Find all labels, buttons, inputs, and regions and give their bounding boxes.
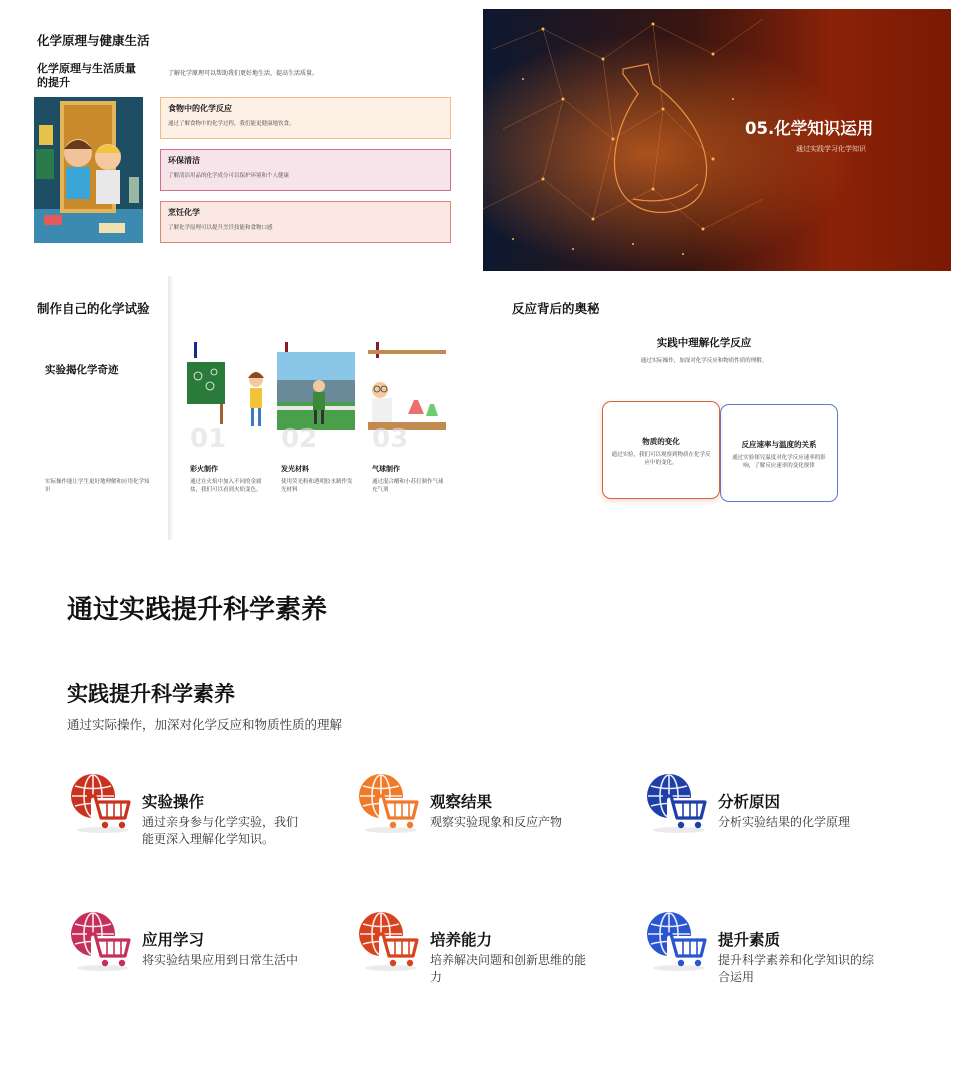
- item-desc: 提升科学素养和化学知识的综合运用: [718, 953, 875, 985]
- item-title: 培养能力: [430, 931, 493, 949]
- intro-text: 了解化学原理可以帮助我们更好地生活，提高生活质量。: [168, 70, 319, 77]
- item-experiment-operation: [67, 772, 337, 862]
- globe-cart-icon: [67, 772, 133, 834]
- experiment-title: 彩火制作: [190, 465, 218, 473]
- slide-health-life: [0, 0, 480, 270]
- experiment-desc: 使用荧光粉和透明胶水制作发光材料: [281, 479, 353, 494]
- card-desc: 了解清洁用品的化学成分可以保护环境和个人健康: [168, 173, 290, 179]
- globe-cart-icon: [643, 772, 709, 834]
- card-rate-temperature[interactable]: [720, 404, 838, 502]
- item-observe-results: [355, 772, 625, 862]
- item-title: 实验操作: [142, 793, 205, 811]
- experiment-image-balloon: [368, 342, 448, 432]
- card-title: 反应速率与温度的关系: [741, 440, 817, 449]
- card-desc: 通过实验，我们可以观察到物质在化学反应中的变化。: [611, 452, 711, 467]
- item-title: 观察结果: [430, 793, 493, 811]
- slide-chapter-cover: [483, 9, 951, 271]
- experiment-number: 03: [372, 424, 409, 454]
- section-intro: 通过实际操作，加深对化学反应和物质性质的理解。: [640, 358, 768, 364]
- card-desc: 通过了解食物中的化学过程，我们能更健康地饮食。: [168, 121, 295, 127]
- card-cooking-chemistry[interactable]: [160, 201, 451, 243]
- side-title: 实验揭化学奇迹: [45, 364, 119, 376]
- kids-illustration: [34, 97, 143, 243]
- item-title: 应用学习: [142, 931, 205, 949]
- card-title: 食物中的化学反应: [168, 104, 232, 113]
- card-substance-change[interactable]: [602, 401, 720, 499]
- slide-title: 反应背后的奥秘: [512, 301, 600, 316]
- divider: [168, 276, 174, 540]
- item-improve-literacy: [643, 910, 913, 1000]
- item-develop-abilities: [355, 910, 625, 1000]
- experiment-title: 气球制作: [372, 465, 400, 473]
- item-apply-learning: [67, 910, 337, 1000]
- card-desc: 通过实验探究温度对化学反应速率的影响，了解反应速率的变化规律: [732, 455, 826, 470]
- item-desc: 通过亲身参与化学实验，我们能更深入理解化学知识。: [142, 815, 299, 847]
- slide-subtitle: 化学原理与生活质量的提升: [37, 62, 136, 90]
- slide-reaction-secrets: [480, 276, 960, 540]
- item-title: 提升素质: [718, 931, 781, 949]
- card-food-chemistry[interactable]: [160, 97, 451, 139]
- slide-science-literacy: [0, 545, 960, 1084]
- experiment-desc: 通过混合醋和小苏打制作气球充气剂: [372, 479, 444, 494]
- experiment-desc: 通过在火焰中加入不同的金属盐，我们可以看到火焰变色。: [190, 479, 262, 494]
- flask-network-background: [483, 9, 951, 271]
- slide-title: 通过实践提升科学素养: [67, 595, 328, 625]
- card-desc: 了解化学原理可以提升烹饪技能和食物口感: [168, 225, 273, 231]
- experiment-image-glow: [277, 342, 357, 432]
- experiment-number: 02: [281, 424, 318, 454]
- globe-cart-icon: [355, 910, 421, 972]
- card-title: 环保清洁: [168, 156, 200, 165]
- experiment-image-fireworks: [186, 342, 266, 432]
- card-eco-cleaning[interactable]: [160, 149, 451, 191]
- card-title: 物质的变化: [642, 437, 680, 446]
- slide-title: 化学原理与健康生活: [37, 33, 150, 48]
- section-heading: 实践中理解化学反应: [656, 337, 752, 349]
- globe-cart-icon: [355, 772, 421, 834]
- slide-diy-experiments: [0, 276, 480, 540]
- experiment-number: 01: [190, 424, 227, 454]
- item-title: 分析原因: [718, 793, 781, 811]
- section-intro: 通过实际操作，加深对化学反应和物质性质的理解: [67, 717, 343, 732]
- experiment-title: 发光材料: [281, 465, 309, 473]
- item-desc: 培养解决问题和创新思维的能力: [430, 953, 587, 985]
- globe-cart-icon: [643, 910, 709, 972]
- section-subtitle: 实践提升科学素养: [67, 682, 235, 706]
- item-desc: 分析实验结果的化学原理: [718, 815, 851, 829]
- side-desc: 实际操作能让学生更好地理解和应用化学知识: [45, 479, 150, 494]
- chapter-title: 05.化学知识运用: [745, 119, 874, 138]
- chapter-subtitle: 通过实践学习化学知识: [796, 145, 866, 153]
- item-desc: 观察实验现象和反应产物: [430, 815, 563, 829]
- item-desc: 将实验结果应用到日常生活中: [142, 953, 299, 967]
- item-analyze-causes: [643, 772, 913, 862]
- globe-cart-icon: [67, 910, 133, 972]
- card-title: 烹饪化学: [168, 208, 200, 217]
- slide-title: 制作自己的化学试验: [37, 301, 150, 316]
